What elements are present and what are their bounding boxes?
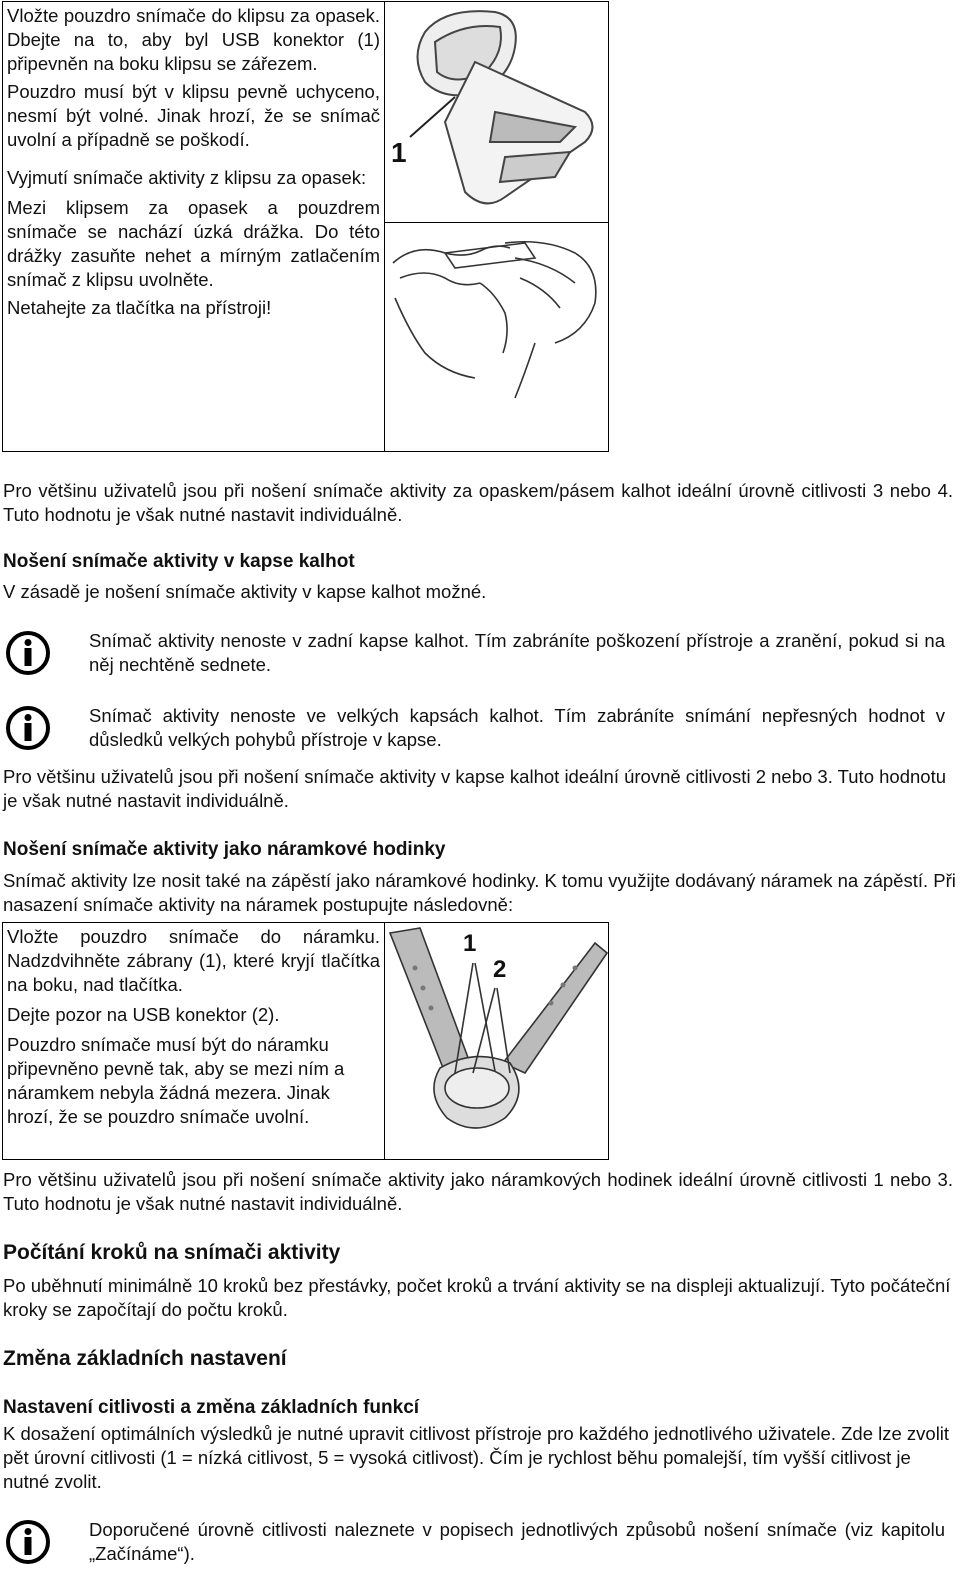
steps-text: Po uběhnutí minimálně 10 kroků bez přestávky, počet kroků a trvání aktivity se na displeji aktualizují. Tyto počáteční kroky se započítají do počtu kroků. [3, 1275, 951, 1320]
pocket-heading: Nošení snímače aktivity v kapse kalhot [3, 551, 355, 572]
belt-figure-cell-top [385, 2, 608, 223]
settings-heading: Změna základních nastavení [3, 1347, 287, 1370]
settings-text: K dosažení optimálních výsledků je nutné upravit citlivost přístroje pro každého jednotlivého uživatele. Zde lze zvolit pět úrovní citlivosti (1 = nízká citlivost, 5 = vysoká citlivost). Čím je rychlost běhu pomalejší, tím vyšší citlivost je nutné zvolit. [3, 1423, 950, 1492]
belt-firm-text: Pouzdro musí být v klipsu pevně uchyceno, nesmí být volné. Jinak hrozí, že se snímač uvolní a případně se poškodí. [7, 81, 380, 150]
wrist-label-1: 1 [463, 930, 477, 957]
belt-warning-text: Netahejte za tlačítka na přístroji! [7, 297, 272, 318]
belt-text-cell [3, 2, 385, 451]
pocket-sensitivity-text: Pro většinu uživatelů jsou při nošení snímače aktivity v kapse kalhot ideální úrovně citlivosti 2 nebo 3. Tuto hodnotu je však nutné nastavit individuálně. [3, 766, 947, 811]
belt-removal-text: Mezi klipsem za opasek a pouzdrem snímače se nachází úzká drážka. Do této drážky zasuňte nehet a mírným zatlačením snímač z klipsu uvolněte. [7, 197, 380, 290]
wrist-insert-text: Vložte pouzdro snímače do náramku. Nadzdvihněte zábrany (1), které kryjí tlačítka na boku, nad tlačítka. [7, 926, 380, 995]
belt-figure-cell-bottom [385, 223, 608, 451]
pocket-note-large-pocket: Snímač aktivity nenoste ve velkých kapsách kalhot. Tím zabráníte snímání nepřesných hodnot v důsledků velkých pohybů přístroje v kapse. [89, 705, 945, 750]
wrist-text-cell [3, 923, 385, 1159]
wrist-label-2: 2 [493, 956, 507, 983]
info-icon [5, 1519, 51, 1565]
info-icon [5, 705, 51, 751]
steps-heading: Počítání kroků na snímači aktivity [3, 1241, 341, 1264]
belt-removal-heading: Vyjmutí snímače aktivity z klipsu za opasek: [7, 167, 367, 188]
belt-figure-label: 1 [391, 137, 407, 168]
wrist-usb-text: Dejte pozor na USB konektor (2). [7, 1004, 280, 1025]
wrist-firm-text: Pouzdro snímače musí být do náramku připevněno pevně tak, aby se mezi ním a náramkem nebyla žádná mezera. Jinak hrozí, že se pouzdro snímače uvolní. [7, 1034, 345, 1127]
pocket-note-back-pocket: Snímač aktivity nenoste v zadní kapse kalhot. Tím zabráníte poškození přístroje a zranění, pokud si na něj nechtěně sednete. [89, 630, 945, 675]
wrist-sensitivity-text: Pro většinu uživatelů jsou při nošení snímače aktivity jako náramkových hodinek ideální úrovně citlivosti 1 nebo 3. Tuto hodnotu je však nutné nastavit individuálně. [3, 1169, 953, 1214]
pocket-intro: V zásadě je nošení snímače aktivity v kapse kalhot možné. [3, 581, 487, 602]
wrist-heading: Nošení snímače aktivity jako náramkové hodinky [3, 839, 446, 860]
settings-subheading: Nastavení citlivosti a změna základních funkcí [3, 1397, 420, 1418]
wrist-figure-cell [385, 923, 608, 1159]
belt-sensitivity-text: Pro většinu uživatelů jsou při nošení snímače aktivity za opaskem/pásem kalhot ideální úrovně citlivosti 3 nebo 4. Tuto hodnotu je však nutné nastavit individuálně. [3, 480, 953, 525]
info-icon [5, 630, 51, 676]
settings-note: Doporučené úrovně citlivosti naleznete v popisech jednotlivých způsobů nošení snímače (viz kapitolu „Začínáme“). [89, 1519, 945, 1564]
wrist-intro: Snímač aktivity lze nosit také na zápěstí jako náramkové hodinky. K tomu využijte dodávaný náramek na zápěstí. Při nasazení snímače aktivity na náramek postupujte následovně: [3, 870, 956, 915]
belt-clip-table [2, 1, 609, 452]
wrist-band-table [2, 922, 609, 1160]
removal-hands-illustration [385, 223, 608, 403]
belt-insert-text: Vložte pouzdro snímače do klipsu za opasek. Dbejte na to, aby byl USB konektor (1) připevněn na boku klipsu se zářezem. [7, 5, 380, 74]
belt-clip-illustration [385, 2, 608, 222]
